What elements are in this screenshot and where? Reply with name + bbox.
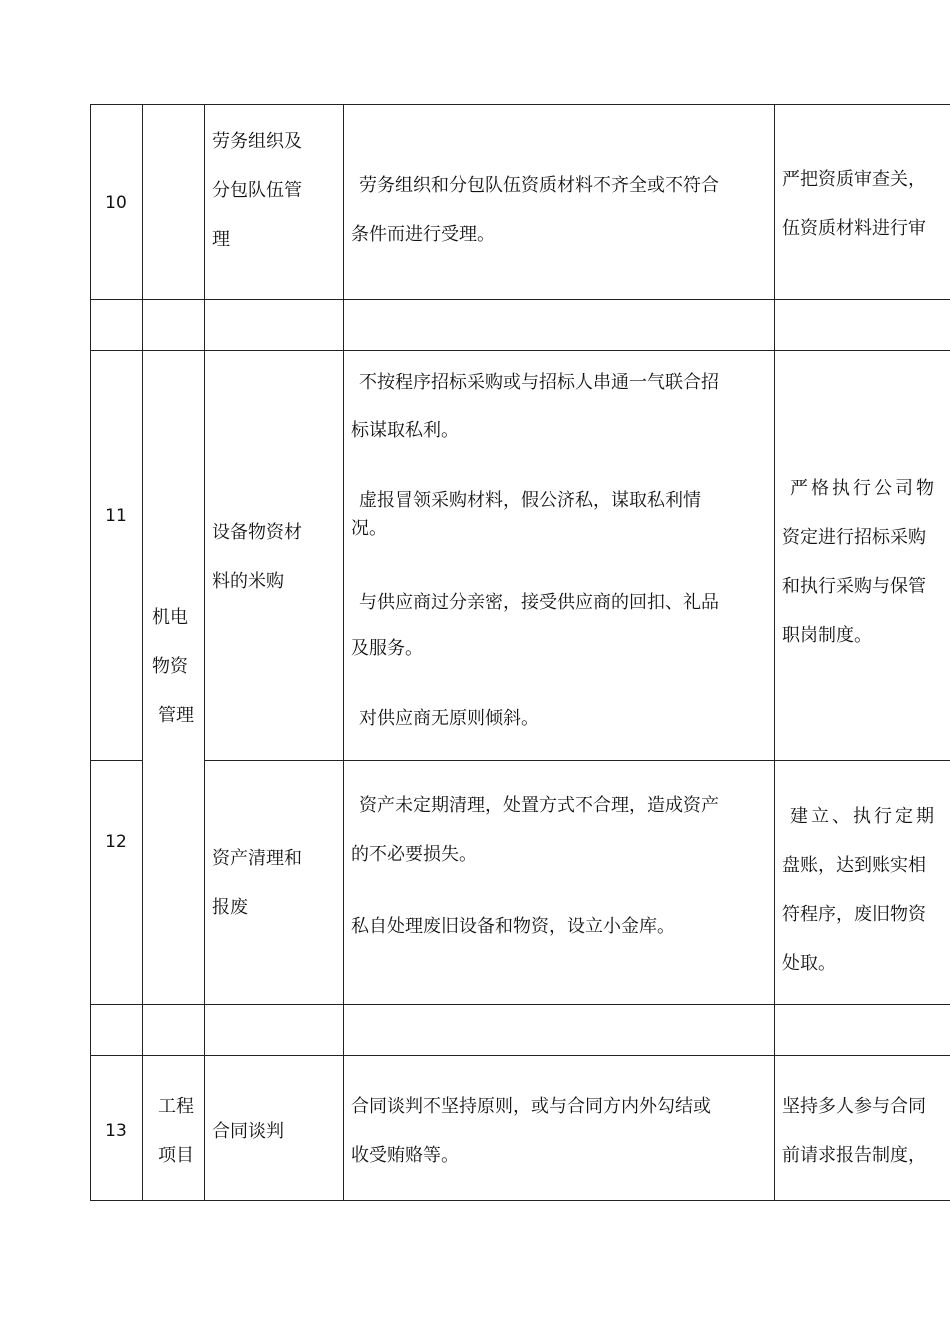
- row-divider: [90, 350, 950, 351]
- row-divider: [90, 299, 950, 300]
- risk-area: 劳务组织及 分包队伍管 理: [212, 131, 302, 250]
- row-number: 12: [105, 832, 127, 852]
- risk-description: 资产未定期清理，处置方式不合理，造成资产 的不必要损失。 私自处理废旧设备和物资，设立小金库。: [351, 795, 719, 937]
- row-divider: [204, 760, 950, 761]
- column-divider: [204, 104, 205, 1201]
- risk-description: 劳务组织和分包队伍资质材料不齐全或不符合 条件而进行受理。: [351, 175, 719, 245]
- risk-description: 不按程序招标采购或与招标人串通一气联合招 标谋取私利。 虚报冒领采购材料，假公济私，谋取私利情 况。 与供应商过分亲密，接受供应商的回扣、礼品 及服务。 对供应商无原则倾斜。: [351, 372, 719, 729]
- control-measure: 建立、执行定期 盘账，达到账实相 符程序，废旧物资 处取。: [782, 806, 937, 974]
- table-border-top: [90, 104, 950, 105]
- column-divider: [343, 104, 344, 1201]
- row-divider: [90, 1004, 950, 1005]
- row-divider: [90, 1055, 950, 1056]
- risk-area: 设备物资材 料的米购: [212, 522, 302, 592]
- column-divider: [774, 104, 775, 1201]
- risk-area: 合同谈判: [212, 1121, 284, 1142]
- department-label: 工程 项目: [158, 1096, 194, 1166]
- control-measure: 严把资质审查关， 伍资质材料进行审: [782, 169, 926, 239]
- risk-description: 合同谈判不坚持原则，或与合同方内外勾结或 收受贿赂等。: [351, 1096, 711, 1166]
- row-number: 13: [105, 1121, 127, 1141]
- table-border-left: [90, 104, 91, 1201]
- risk-area: 资产清理和 报废: [212, 848, 302, 918]
- row-number: 10: [105, 193, 127, 213]
- control-measure: 坚持多人参与合同 前请求报告制度，: [782, 1096, 926, 1166]
- department-label: 机电 物资 管理: [152, 607, 194, 726]
- table-border-bottom: [90, 1200, 950, 1201]
- row-number: 11: [105, 506, 127, 526]
- control-measure: 严格执行公司物 资定进行招标采购 和执行采购与保管 职岗制度。: [782, 478, 937, 646]
- row-divider: [90, 760, 142, 761]
